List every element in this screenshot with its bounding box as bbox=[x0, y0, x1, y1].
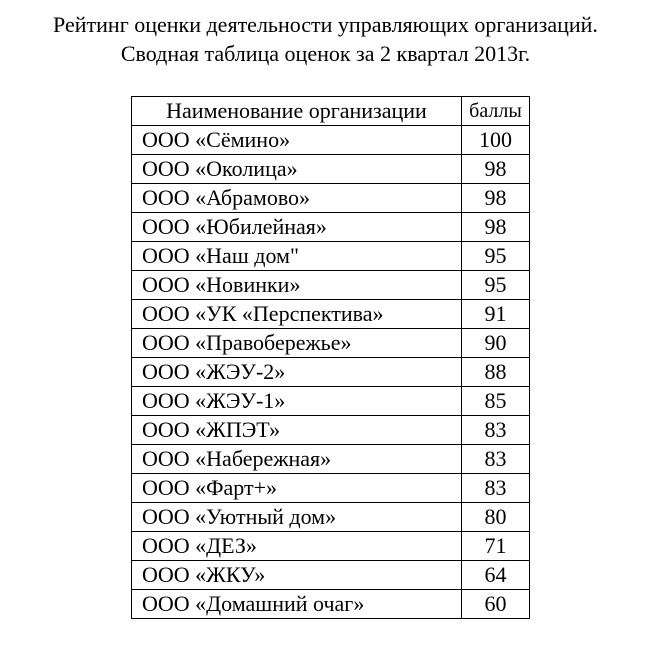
table-row bbox=[132, 271, 530, 300]
table-header-row bbox=[132, 97, 530, 126]
header-organization-name: Наименование организации bbox=[132, 97, 462, 126]
table-row bbox=[132, 532, 530, 561]
organization-score: 98 bbox=[462, 213, 530, 242]
organization-score: 98 bbox=[462, 155, 530, 184]
organization-score: 83 bbox=[462, 445, 530, 474]
organization-name: ООО «Юбилейная» bbox=[132, 213, 462, 242]
organization-score: 95 bbox=[462, 242, 530, 271]
table-row bbox=[132, 474, 530, 503]
organization-name: ООО «ЖЭУ-2» bbox=[132, 358, 462, 387]
organization-score: 90 bbox=[462, 329, 530, 358]
organization-score: 80 bbox=[462, 503, 530, 532]
table-row bbox=[132, 155, 530, 184]
organization-name: ООО «ЖПЭТ» bbox=[132, 416, 462, 445]
organization-name: ООО «ДЕЗ» bbox=[132, 532, 462, 561]
organization-score: 83 bbox=[462, 416, 530, 445]
organization-score: 91 bbox=[462, 300, 530, 329]
organization-score: 85 bbox=[462, 387, 530, 416]
table-row bbox=[132, 300, 530, 329]
table-row bbox=[132, 184, 530, 213]
organization-name: ООО «Фарт+» bbox=[132, 474, 462, 503]
organization-name: ООО «Абрамово» bbox=[132, 184, 462, 213]
organization-score: 71 bbox=[462, 532, 530, 561]
table-row bbox=[132, 213, 530, 242]
table-row bbox=[132, 387, 530, 416]
table-row bbox=[132, 445, 530, 474]
title-line-1: Рейтинг оценки деятельности управляющих организаций. bbox=[53, 12, 598, 37]
organization-score: 95 bbox=[462, 271, 530, 300]
organization-score: 98 bbox=[462, 184, 530, 213]
organization-name: ООО «Домашний очаг» bbox=[132, 590, 462, 619]
organization-name: ООО «ЖЭУ-1» bbox=[132, 387, 462, 416]
table-row bbox=[132, 358, 530, 387]
title-line-2: Сводная таблица оценок за 2 квартал 2013г. bbox=[120, 41, 531, 66]
organization-name: ООО «Уютный дом» bbox=[132, 503, 462, 532]
table-row bbox=[132, 329, 530, 358]
organization-name: ООО «ЖКУ» bbox=[132, 561, 462, 590]
table-row bbox=[132, 242, 530, 271]
header-score: баллы bbox=[462, 97, 530, 126]
table-row bbox=[132, 503, 530, 532]
organization-name: ООО «Сёмино» bbox=[132, 126, 462, 155]
table-row bbox=[132, 590, 530, 619]
organization-name: ООО «Наш дом" bbox=[132, 242, 462, 271]
organization-score: 100 bbox=[462, 126, 530, 155]
table-row bbox=[132, 416, 530, 445]
organization-name: ООО «Околица» bbox=[132, 155, 462, 184]
page-title bbox=[0, 10, 651, 68]
ratings-table bbox=[131, 96, 530, 619]
organization-name: ООО «Набережная» bbox=[132, 445, 462, 474]
organization-name: ООО «УК «Перспектива» bbox=[132, 300, 462, 329]
organization-score: 88 bbox=[462, 358, 530, 387]
organization-name: ООО «Новинки» bbox=[132, 271, 462, 300]
table-row bbox=[132, 126, 530, 155]
organization-score: 64 bbox=[462, 561, 530, 590]
table-row bbox=[132, 561, 530, 590]
organization-score: 60 bbox=[462, 590, 530, 619]
organization-name: ООО «Правобережье» bbox=[132, 329, 462, 358]
organization-score: 83 bbox=[462, 474, 530, 503]
